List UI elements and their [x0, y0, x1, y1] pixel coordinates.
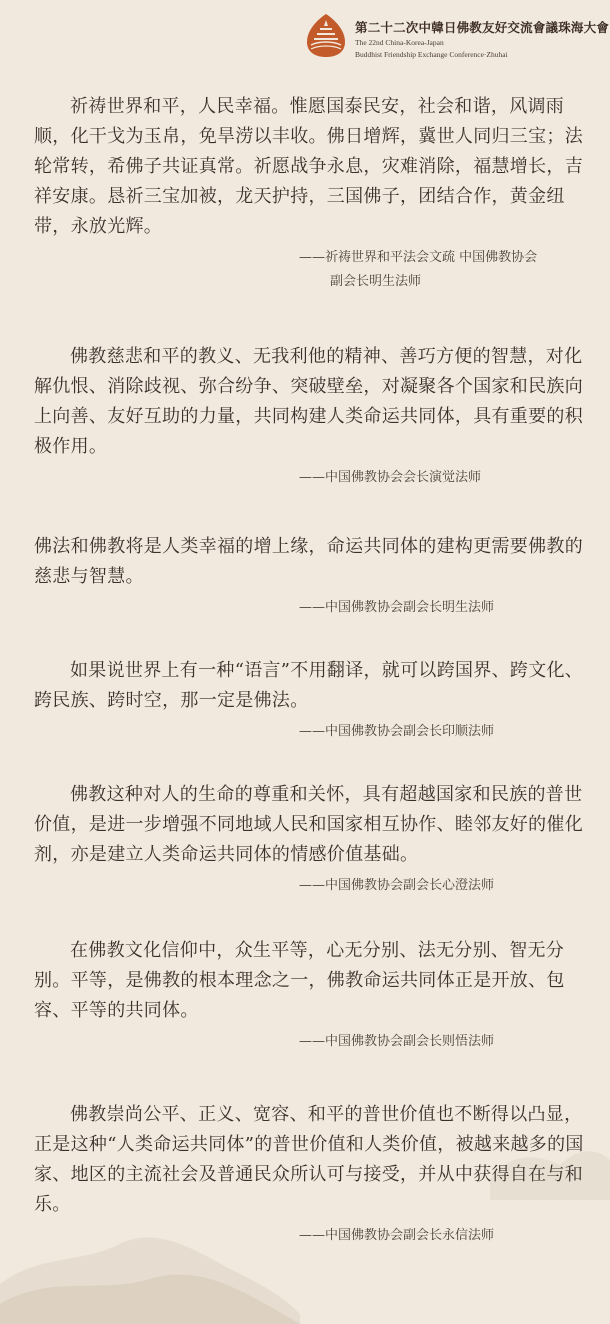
quote-block	[34, 1100, 584, 1248]
quote-attribution: ——中国佛教协会副会长明生法师	[299, 600, 495, 615]
conference-subtitle-en-2: Buddhist Friendship Exchange Conference·Zhuhai	[355, 50, 508, 59]
conference-header	[305, 12, 610, 60]
conference-title: 第二十二次中韓日佛教友好交流會議珠海大會	[355, 20, 610, 35]
quote-block	[34, 532, 584, 620]
quote-block	[34, 92, 584, 294]
quote-text: 佛教慈悲和平的教义、无我利他的精神、善巧方便的智慧，对化解仇恨、消除歧视、弥合纷争、突破壁垒，对凝聚各个国家和民族向上向善、友好互助的力量，共同构建人类命运共同体，具有重要的积极作用。	[34, 346, 583, 457]
quote-block	[34, 656, 584, 744]
quote-text: 佛教这种对人的生命的尊重和关怀，具有超越国家和民族的普世价值，是进一步增强不同地域人民和国家相互协作、睦邻友好的催化剂，亦是建立人类命运共同体的情感价值基础。	[34, 784, 583, 865]
quote-attribution: ——中国佛教协会副会长印顺法师	[299, 724, 495, 739]
quote-attribution: ——祈祷世界和平法会文疏 中国佛教协会	[299, 250, 538, 265]
quote-attribution-line2: 副会长明生法师	[330, 274, 422, 289]
quote-text: 如果说世界上有一种“语言”不用翻译，就可以跨国界、跨文化、跨民族、跨时空，那一定是佛法。	[34, 660, 584, 711]
quote-attribution: ——中国佛教协会会长演觉法师	[299, 470, 482, 485]
quote-attribution: ——中国佛教协会副会长心澄法师	[299, 878, 495, 893]
quote-text: 祈祷世界和平，人民幸福。惟愿国泰民安，社会和谐，风调雨顺，化干戈为玉帛，免旱涝以丰收。佛日增辉，冀世人同归三宝；法轮常转，希佛子共证真常。祈愿战争永息，灾难消除，福慧增长，吉祥安康。恳祈三宝加被，龙天护持，三国佛子，团结合作，黄金纽带，永放光辉。	[34, 96, 583, 237]
quote-text: 佛法和佛教将是人类幸福的增上缘，命运共同体的建构更需要佛教的慈悲与智慧。	[34, 536, 583, 587]
quote-block	[34, 342, 584, 490]
quote-block	[34, 780, 584, 898]
conference-subtitle-en-1: The 22nd China-Korea-Japan	[355, 38, 444, 47]
pagoda-lotus-logo-icon	[305, 12, 347, 58]
quote-text: 佛教崇尚公平、正义、宽容、和平的普世价值也不断得以凸显，正是这种“人类命运共同体”的普世价值和人类价值，被越来越多的国家、地区的主流社会及普通民众所认可与接受，并从中获得自在与和乐。	[34, 1104, 584, 1215]
quote-text: 在佛教文化信仰中，众生平等，心无分别、法无分别、智无分别。平等，是佛教的根本理念之一，佛教命运共同体正是开放、包容、平等的共同体。	[34, 940, 565, 1021]
quote-attribution: ——中国佛教协会副会长永信法师	[299, 1228, 495, 1243]
quote-block	[34, 936, 584, 1054]
quote-attribution: ——中国佛教协会副会长则悟法师	[299, 1034, 495, 1049]
